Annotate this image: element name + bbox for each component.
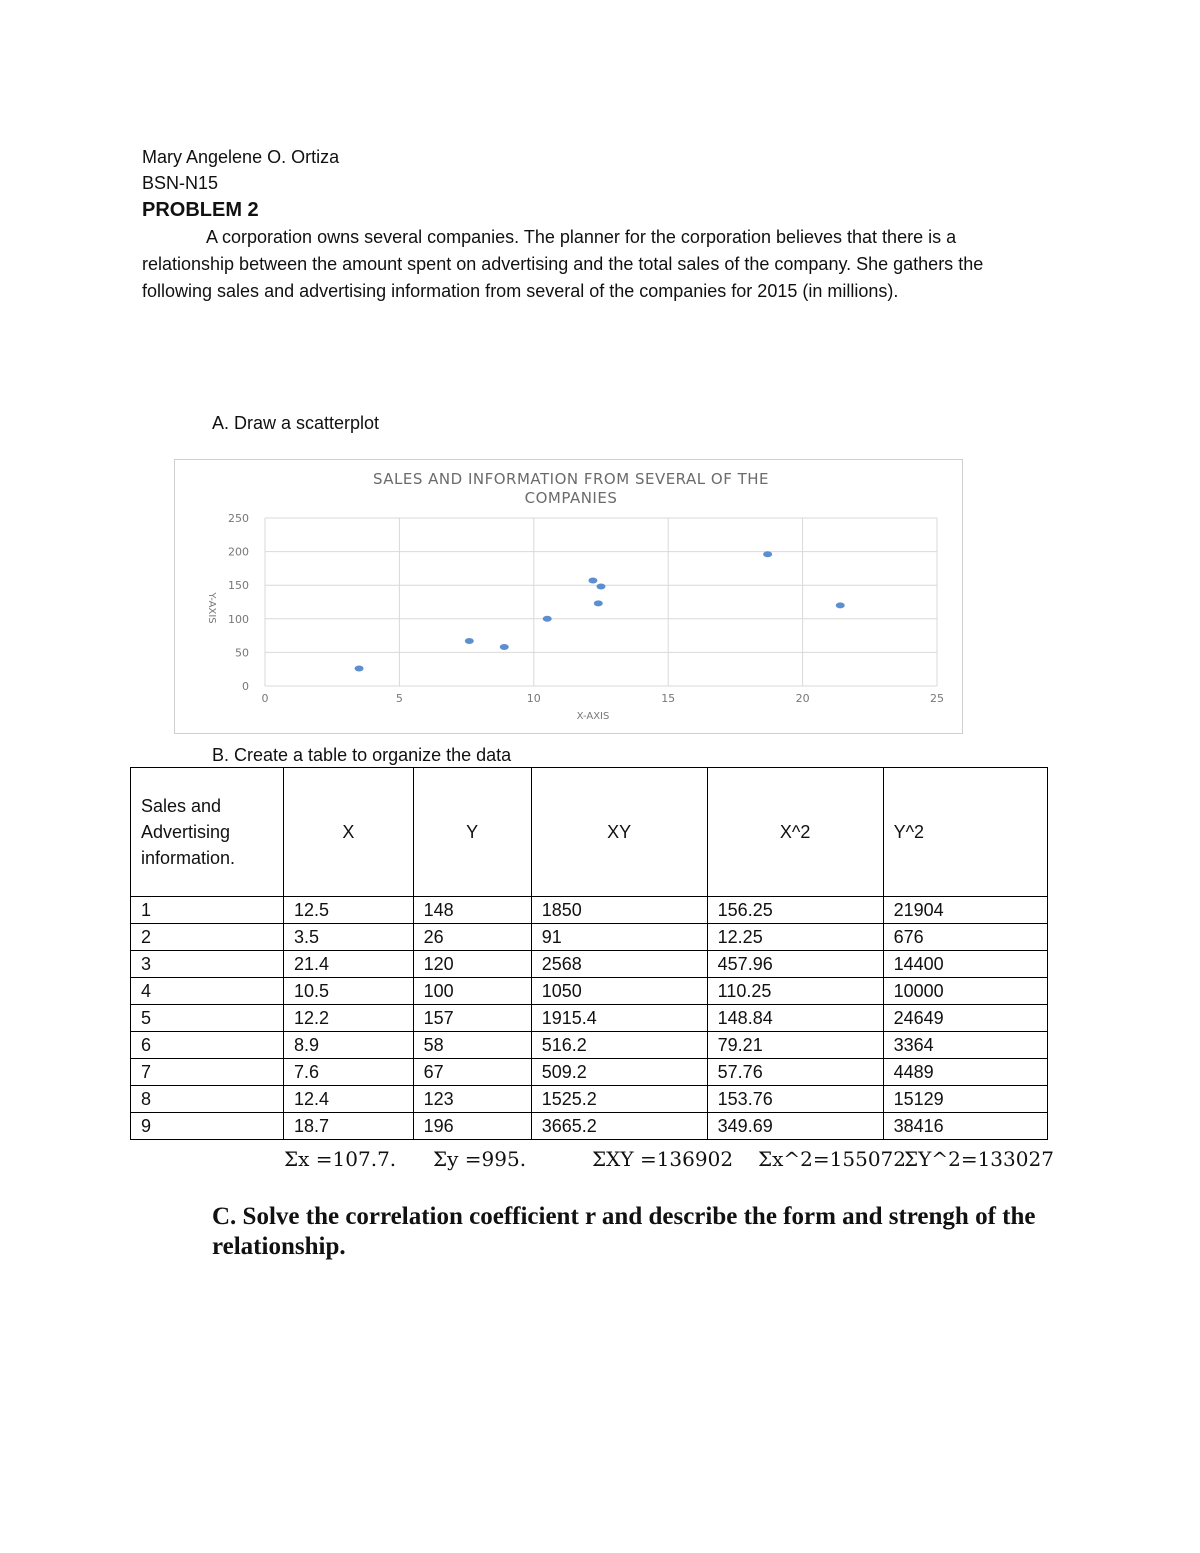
table-cell: 18.7 <box>284 1113 414 1140</box>
table-cell: 5 <box>131 1005 284 1032</box>
problem-statement: A corporation owns several companies. The planner for the corporation believes that there is a relationship between the amount spent on advertising and the total sales of the company. She gathers the following sales and advertising information from several of the companies for 2015 (in millions). <box>142 227 984 301</box>
table-cell: 10000 <box>883 978 1047 1005</box>
x-axis-title: X-AXIS <box>576 711 610 722</box>
table-cell: 12.4 <box>284 1086 414 1113</box>
x-tick-label: 0 <box>261 692 269 705</box>
table-row <box>131 951 1048 978</box>
table-cell: 3 <box>131 951 284 978</box>
chart-title: COMPANIES <box>524 489 618 507</box>
table-cell: 1050 <box>531 978 707 1005</box>
table-cell: 123 <box>413 1086 531 1113</box>
table-cell: 516.2 <box>531 1032 707 1059</box>
header-cell: Y^2 <box>883 768 1047 897</box>
header-label-line: Sales and <box>141 796 222 816</box>
table-cell: 10.5 <box>284 978 414 1005</box>
table-row <box>131 1005 1048 1032</box>
table-row <box>131 1086 1048 1113</box>
problem-title: PROBLEM 2 <box>142 199 259 221</box>
x-tick-label: 20 <box>795 692 810 705</box>
question-b: B. Create a table to organize the data <box>212 745 512 765</box>
table-cell: 148 <box>413 897 531 924</box>
table-cell: 509.2 <box>531 1059 707 1086</box>
table-row <box>131 1059 1048 1086</box>
table-cell: 157 <box>413 1005 531 1032</box>
table-cell: 7 <box>131 1059 284 1086</box>
table-cell: 12.25 <box>707 924 883 951</box>
table-cell: 4489 <box>883 1059 1047 1086</box>
table-cell: 7.6 <box>284 1059 414 1086</box>
scatterplot-svg <box>175 460 962 733</box>
table-row <box>131 1113 1048 1140</box>
sum-value: Σy =995. <box>433 1147 527 1171</box>
table-cell: 148.84 <box>707 1005 883 1032</box>
section-label: BSN-N15 <box>142 173 219 193</box>
table-cell: 14400 <box>883 951 1047 978</box>
table-cell: 12.5 <box>284 897 414 924</box>
chart-title: SALES AND INFORMATION FROM SEVERAL OF THE <box>372 470 770 488</box>
table-cell: 110.25 <box>707 978 883 1005</box>
sum-value: Σx^2=155072 <box>758 1147 907 1171</box>
table-cell: 1850 <box>531 897 707 924</box>
table-cell: 26 <box>413 924 531 951</box>
table-cell: 91 <box>531 924 707 951</box>
table-cell: 196 <box>413 1113 531 1140</box>
table-cell: 1525.2 <box>531 1086 707 1113</box>
table-row <box>131 978 1048 1005</box>
x-tick-label: 5 <box>395 692 403 705</box>
table-cell: 1 <box>131 897 284 924</box>
table-cell: 79.21 <box>707 1032 883 1059</box>
data-point <box>500 644 509 650</box>
table-cell: 38416 <box>883 1113 1047 1140</box>
x-tick-label: 25 <box>930 692 944 705</box>
table-cell: 12.2 <box>284 1005 414 1032</box>
table-cell: 349.69 <box>707 1113 883 1140</box>
data-point <box>597 584 606 590</box>
table-cell: 3364 <box>883 1032 1047 1059</box>
table-cell: 156.25 <box>707 897 883 924</box>
x-tick-label: 15 <box>661 692 676 705</box>
sum-value: ΣXY =136902 <box>592 1147 734 1171</box>
table-cell: 1915.4 <box>531 1005 707 1032</box>
table-row <box>131 1032 1048 1059</box>
y-tick-label: 200 <box>228 545 249 559</box>
header-cell-label <box>131 768 284 897</box>
data-point <box>543 616 552 622</box>
table-cell: 9 <box>131 1113 284 1140</box>
table-row <box>131 924 1048 951</box>
table-cell: 57.76 <box>707 1059 883 1086</box>
table-cell: 8.9 <box>284 1032 414 1059</box>
table-header-row <box>131 768 1048 897</box>
sum-value: ΣY^2=133027 <box>904 1147 1054 1171</box>
question-a: A. Draw a scatterplot <box>212 413 380 433</box>
y-tick-label: 100 <box>228 612 249 626</box>
data-point <box>588 577 597 583</box>
x-tick-label: 10 <box>526 692 541 705</box>
question-c: C. Solve the correlation coefficient r and describe the form and strengh of the relationship. <box>212 1203 1036 1260</box>
sum-value: Σx =107.7. <box>284 1147 397 1171</box>
table-cell: 457.96 <box>707 951 883 978</box>
table-cell: 120 <box>413 951 531 978</box>
sums-row <box>130 1147 1060 1177</box>
table-cell: 21904 <box>883 897 1047 924</box>
table-cell: 2568 <box>531 951 707 978</box>
table-cell: 2 <box>131 924 284 951</box>
header-cell: XY <box>531 768 707 897</box>
data-point <box>836 602 845 608</box>
data-point <box>465 638 474 644</box>
table-cell: 67 <box>413 1059 531 1086</box>
table-cell: 15129 <box>883 1086 1047 1113</box>
table-cell: 676 <box>883 924 1047 951</box>
scatterplot-chart <box>174 459 963 734</box>
table-cell: 4 <box>131 978 284 1005</box>
y-tick-label: 50 <box>235 646 249 660</box>
y-tick-label: 150 <box>228 579 249 593</box>
table-row <box>131 897 1048 924</box>
data-point <box>355 666 364 672</box>
table-cell: 153.76 <box>707 1086 883 1113</box>
author-name: Mary Angelene O. Ortiza <box>142 147 340 167</box>
data-table <box>130 767 1048 1140</box>
header-cell: X <box>284 768 414 897</box>
header-cell: Y <box>413 768 531 897</box>
y-tick-label: 250 <box>228 512 249 525</box>
table-cell: 21.4 <box>284 951 414 978</box>
data-point <box>594 600 603 606</box>
header-label-line: information. <box>141 848 236 868</box>
table-cell: 100 <box>413 978 531 1005</box>
table-cell: 3665.2 <box>531 1113 707 1140</box>
header-label-line: Advertising <box>141 822 231 842</box>
y-tick-label: 0 <box>242 680 249 693</box>
header-cell: X^2 <box>707 768 883 897</box>
table-cell: 58 <box>413 1032 531 1059</box>
y-axis-title: Y-AXIS <box>206 592 217 624</box>
table-cell: 3.5 <box>284 924 414 951</box>
table-cell: 6 <box>131 1032 284 1059</box>
table-cell: 8 <box>131 1086 284 1113</box>
data-point <box>763 551 772 557</box>
table-cell: 24649 <box>883 1005 1047 1032</box>
